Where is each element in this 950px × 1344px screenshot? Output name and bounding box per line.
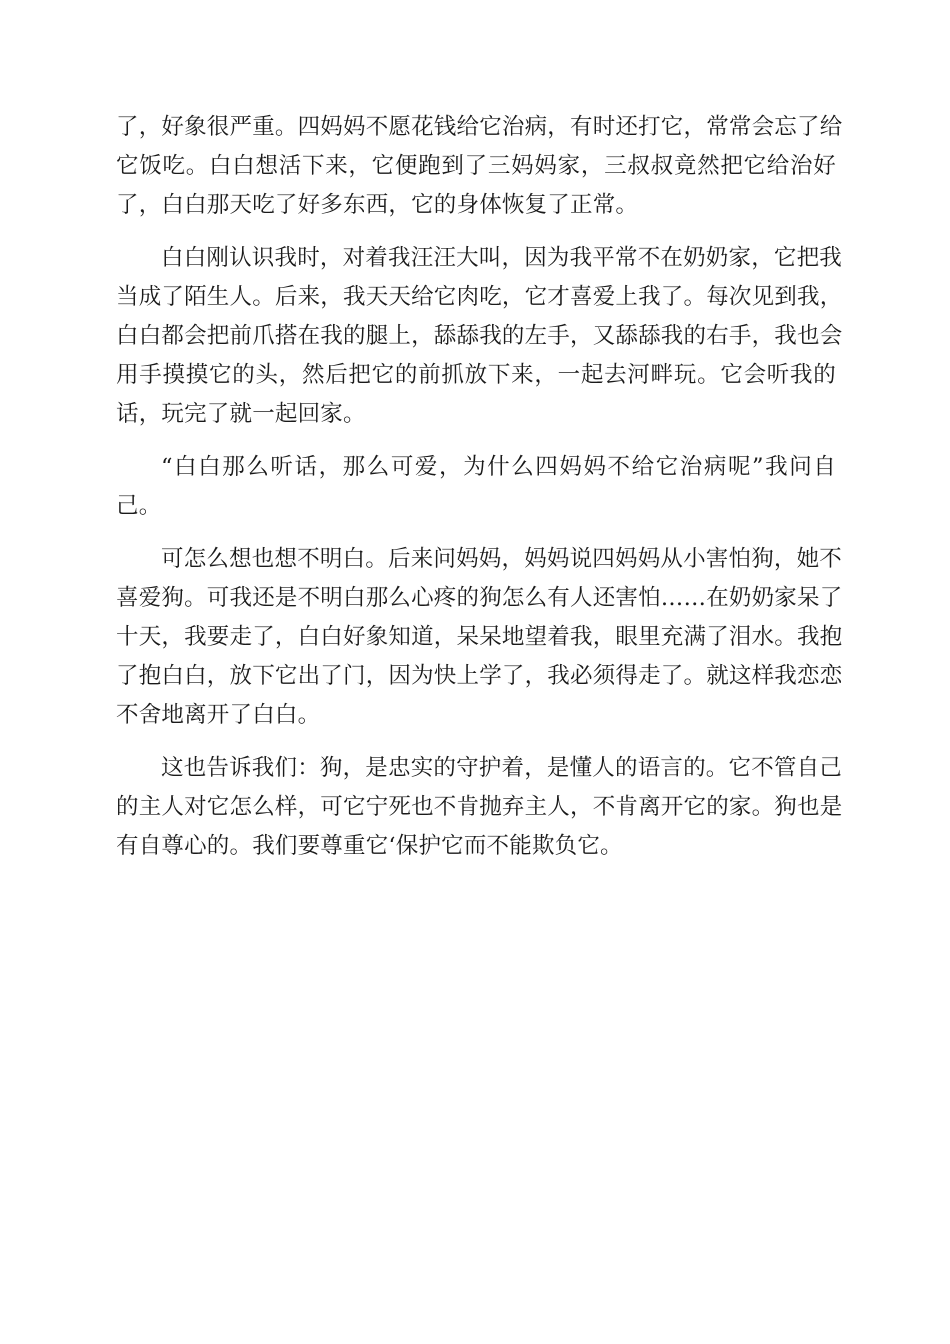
paragraph-line: 白白都会把前爪搭在我的腿上，舔舔我的左手，又舔舔我的右手，我也会 xyxy=(116,323,843,349)
paragraph-line: 己。 xyxy=(116,493,162,519)
paragraph-line: “白白那么听话，那么可爱，为什么四妈妈不给它治病呢”我问自 xyxy=(161,454,836,480)
paragraph-line: 这也告诉我们：狗，是忠实的守护着，是懂人的语言的。它不管自己 xyxy=(161,755,843,781)
paragraph-line: 用手摸摸它的头，然后把它的前抓放下来，一起去河畔玩。它会听我的 xyxy=(116,362,836,388)
paragraph-line: 不舍地离开了白白。 xyxy=(116,702,321,728)
paragraph-line: 当成了陌生人。后来，我天天给它肉吃，它才喜爱上我了。每次见到我， xyxy=(116,284,843,310)
paragraph-line: 十天，我要走了，白白好象知道，呆呆地望着我，眼里充满了泪水。我抱 xyxy=(116,624,843,650)
paragraph-4 xyxy=(116,540,843,735)
paragraph-line: 可怎么想也想不明白。后来问妈妈，妈妈说四妈妈从小害怕狗，她不 xyxy=(161,546,843,572)
paragraph-5 xyxy=(116,749,843,866)
paragraph-line: 白白刚认识我时，对着我汪汪大叫，因为我平常不在奶奶家，它把我 xyxy=(161,245,843,271)
paragraph-2 xyxy=(116,239,843,434)
paragraph-line: 了，白白那天吃了好多东西，它的身体恢复了正常。 xyxy=(116,192,639,218)
paragraph-line: 了，好象很严重。四妈妈不愿花钱给它治病，有时还打它，常常会忘了给 xyxy=(116,114,843,140)
paragraph-line: 的主人对它怎么样，可它宁死也不肯抛弃主人，不肯离开它的家。狗也是 xyxy=(116,794,843,820)
paragraph-line: 喜爱狗。可我还是不明白那么心疼的狗怎么有人还害怕……在奶奶家呆了 xyxy=(116,585,843,611)
document-body xyxy=(116,108,843,880)
paragraph-3 xyxy=(116,448,836,526)
paragraph-line: 有自尊心的。我们要尊重它‘保护它而不能欺负它。 xyxy=(116,833,623,859)
paragraph-line: 它饭吃。白白想活下来，它便跑到了三妈妈家，三叔叔竟然把它给治好 xyxy=(116,153,836,179)
paragraph-1 xyxy=(116,108,843,225)
paragraph-line: 话，玩完了就一起回家。 xyxy=(116,401,366,427)
paragraph-line: 了抱白白，放下它出了门，因为快上学了，我必须得走了。就这样我恋恋 xyxy=(116,663,843,689)
